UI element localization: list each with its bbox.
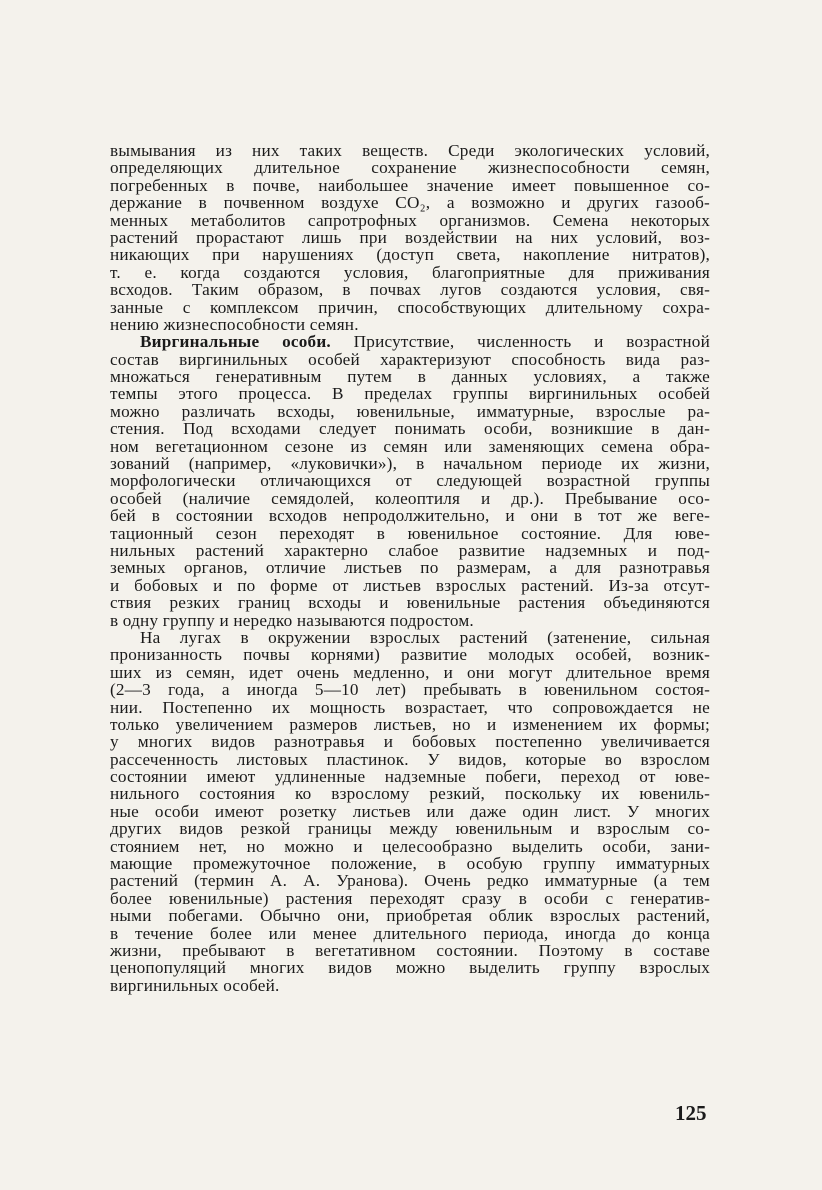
text-line: занные с комплексом причин, способствующих длительному сохра- xyxy=(110,297,710,317)
text-line: и бобовых и по форме от листьев взрослых растений. Из-за отсут- xyxy=(110,575,710,595)
text-line: стения. Под всходами следует понимать особи, возникшие в дан- xyxy=(110,419,710,439)
text-line: состав виргинильных особей характеризуют способность вида раз- xyxy=(110,349,710,369)
paragraph-lead-heading: Виргинальные особи. xyxy=(140,332,331,352)
paragraph-2 xyxy=(110,333,710,629)
text-line: виргинильных особей. xyxy=(110,975,280,995)
text-line: только увеличением размеров листьев, но и изменением их формы; xyxy=(110,714,710,734)
text-line: менных метаболитов сапротрофных организмов. Семена некоторых xyxy=(110,210,710,230)
text-line: морфологически отличающихся от следующей возрастной группы xyxy=(110,471,710,491)
page-number: 125 xyxy=(675,1101,707,1125)
text-line: никающих при нарушениях (доступ света, накопление нитратов), xyxy=(110,245,710,265)
text-line: ствия резких границ всходы и ювенильные растения объединяются xyxy=(110,593,710,613)
text-line: темпы этого процесса. В пределах группы виргинильных особей xyxy=(110,384,710,404)
text-line: т. е. когда создаются условия, благоприятные для приживания xyxy=(110,262,710,282)
text-line: стоянием нет, но можно и целесообразно выделить особи, зани- xyxy=(110,836,710,856)
text-line: можно различать всходы, ювенильные, имматурные, взрослые ра- xyxy=(110,401,710,421)
text-line: ными побегами. Обычно они, приобретая облик взрослых растений, xyxy=(110,906,710,926)
text-line: нению жизнеспособности семян. xyxy=(110,314,359,334)
text-line: ценопопуляций многих видов можно выделить группу взрослых xyxy=(110,958,710,978)
text-line: растений прорастают лишь при воздействии на них условий, воз- xyxy=(110,227,710,247)
text-line: земных органов, отличие листьев по размерам, а для разнотравья xyxy=(110,558,710,578)
text-line: других видов резкой границы между ювенильным и взрослым со- xyxy=(110,819,710,839)
text-line: множаться генеративным путем в данных условиях, а также xyxy=(110,367,710,387)
text-line: ших из семян, идет очень медленно, и они могут длительное время xyxy=(110,662,710,682)
text-line: погребенных в почве, наибольшее значение имеет повышенное со- xyxy=(110,175,710,195)
text-line: бей в состоянии всходов непродолжительно, и они в тот же веге- xyxy=(110,506,710,526)
text-line: нильного состояния ко взрослому резкий, поскольку их ювениль- xyxy=(110,784,710,804)
text-line: (2—3 года, а иногда 5—10 лет) пребывать в ювенильном состоя- xyxy=(110,680,710,700)
text-line: ные особи имеют розетку листьев или даже один лист. У многих xyxy=(110,801,710,821)
text-line: нии. Постепенно их мощность возрастает, что сопровождается не xyxy=(110,697,710,717)
text-line: рассеченность листовых пластинок. У видов, которые во взрослом xyxy=(110,749,710,769)
text-line: вымывания из них таких веществ. Среди экологических условий, xyxy=(110,141,710,160)
text-line: зований (например, «луковички»), в начальном периоде их жизни, xyxy=(110,454,710,474)
text-line: состоянии имеют удлиненные надземные побеги, переход от юве- xyxy=(110,767,710,787)
text-line: ном вегетационном сезоне из семян или заменяющих семена обра- xyxy=(110,436,710,456)
page-text xyxy=(110,142,710,1122)
text-line: более ювенильные) растения переходят сразу в особи с генератив- xyxy=(110,888,710,908)
text-line: особей (наличие семядолей, колеоптиля и др.). Пребывание осо- xyxy=(110,488,710,508)
paragraph-1 xyxy=(110,142,710,333)
text-line xyxy=(110,333,710,350)
text-line: держание в почвенном воздухе CO₂, а возможно и других газооб- xyxy=(110,193,710,213)
paragraph-3 xyxy=(110,629,710,994)
text-line: растений (термин А. А. Уранова). Очень редко имматурные (а тем xyxy=(110,871,710,891)
text-line: тационный сезон переходят в ювенильное состояние. Для юве- xyxy=(110,523,710,543)
text-fragment: Присутствие, численность и возрастной xyxy=(330,332,710,352)
text-line: пронизанность почвы корнями) развитие молодых особей, возник- xyxy=(110,645,710,665)
text-line: жизни, пребывают в вегетативном состоянии. Поэтому в составе xyxy=(110,940,710,960)
text-line: всходов. Таким образом, в почвах лугов создаются условия, свя- xyxy=(110,280,710,300)
text-line: у многих видов разнотравья и бобовых постепенно увеличивается xyxy=(110,732,710,752)
text-line: нильных растений характерно слабое развитие надземных и под- xyxy=(110,540,710,560)
text-line: На лугах в окружении взрослых растений (затенение, сильная xyxy=(140,627,710,647)
text-line: определяющих длительное сохранение жизнеспособности семян, xyxy=(110,158,710,178)
text-line: мающие промежуточное положение, в особую группу имматурных xyxy=(110,854,710,874)
text-line: в течение более или менее длительного периода, иногда до конца xyxy=(110,923,710,943)
text-line: в одну группу и нередко называются подростом. xyxy=(110,610,474,630)
